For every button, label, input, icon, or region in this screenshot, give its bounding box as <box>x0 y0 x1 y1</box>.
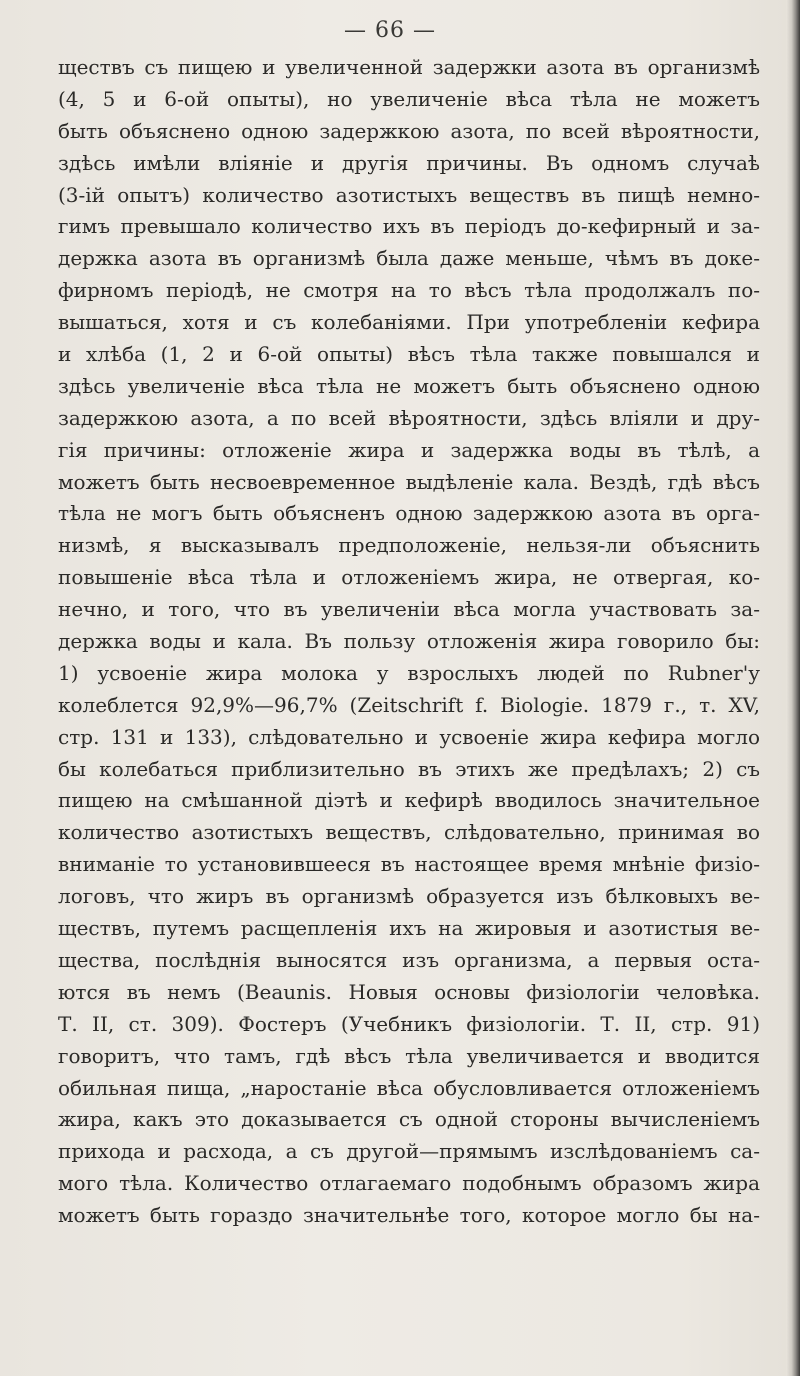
text-line: жира, какъ это доказывается съ одной стороны вычисленіемъ <box>58 1107 760 1132</box>
text-line: низмѣ, я высказывалъ предположеніе, нельзя-ли объяснить <box>58 533 760 558</box>
text-line: и хлѣба (1, 2 и 6-ой опыты) вѣсъ тѣла также повышался и <box>58 342 760 367</box>
text-line: нечно, и того, что въ увеличеніи вѣса могла участвовать за- <box>58 597 760 622</box>
text-line: ществъ, путемъ расщепленія ихъ на жировыя и азотистыя ве- <box>58 916 760 941</box>
text-line: гимъ превышало количество ихъ въ періодъ до-кефирный и за- <box>58 214 760 239</box>
text-line: держка азота въ организмѣ была даже меньше, чѣмъ въ доке- <box>58 246 760 271</box>
text-line: тѣла не могъ быть объясненъ одною задержкою азота въ орга- <box>58 501 760 526</box>
text-line: логовъ, что жиръ въ организмѣ образуется изъ бѣлковыхъ ве- <box>58 884 760 909</box>
text-line: задержкою азота, а по всей вѣроятности, здѣсь вліяли и дру- <box>58 405 760 430</box>
text-line: Т. II, ст. 309). Фостеръ (Учебникъ физіологіи. Т. II, стр. 91) <box>58 1011 760 1036</box>
text-line: (4, 5 и 6-ой опыты), но увеличеніе вѣса тѣла не можетъ <box>58 86 760 111</box>
text-line: вышаться, хотя и съ колебаніями. При употребленіи кефира <box>58 310 760 335</box>
text-line: пищею на смѣшанной діэтѣ и кефирѣ вводилось значительное <box>58 788 760 813</box>
text-line: стр. 131 и 133), слѣдовательно и усвоеніе жира кефира могло <box>58 724 760 749</box>
text-line: фирномъ періодѣ, не смотря на то вѣсъ тѣла продолжалъ по- <box>58 278 760 303</box>
text-line: ются въ немъ (Beaunis. Новыя основы физіологіи человѣка. <box>58 979 760 1004</box>
text-line: мого тѣла. Количество отлагаемаго подобнымъ образомъ жира <box>58 1171 760 1196</box>
page-number: — 66 — <box>344 18 436 43</box>
text-line: (3-ій опытъ) количество азотистыхъ веществъ въ пищѣ немно- <box>58 182 760 207</box>
text-line: здѣсь имѣли вліяніе и другія причины. Въ одномъ случаѣ <box>58 150 760 175</box>
text-line: щества, послѣднія выносятся изъ организма, а первыя оста- <box>58 947 760 972</box>
text-line: повышеніе вѣса тѣла и отложеніемъ жира, не отвергая, ко- <box>58 565 760 590</box>
text-line: вниманіе то установившееся въ настоящее время мнѣніе физіо- <box>58 852 760 877</box>
text-line: количество азотистыхъ веществъ, слѣдовательно, принимая во <box>58 820 760 845</box>
page-edge-shadow <box>786 0 800 1376</box>
text-line: гія причины: отложеніе жира и задержка воды въ тѣлѣ, а <box>58 437 760 462</box>
text-line: колеблется 92,9%—96,7% (Zeitschrift f. Biologie. 1879 г., т. XV, <box>58 692 760 717</box>
text-line: говоритъ, что тамъ, гдѣ вѣсъ тѣла увеличивается и вводится <box>58 1043 760 1068</box>
text-line: можетъ быть гораздо значительнѣе того, которое могло бы на- <box>58 1203 760 1228</box>
text-line: прихода и расхода, а съ другой—прямымъ изслѣдованіемъ са- <box>58 1139 760 1164</box>
text-line: 1) усвоеніе жира молока у взрослыхъ людей по Rubner'у <box>58 660 760 685</box>
text-line: можетъ быть несвоевременное выдѣленіе кала. Вездѣ, гдѣ вѣсъ <box>58 469 760 494</box>
text-line: держка воды и кала. Въ пользу отложенія жира говорило бы: <box>58 629 760 654</box>
text-line: быть объяснено одною задержкою азота, по всей вѣроятности, <box>58 118 760 143</box>
text-line: ществъ съ пищею и увеличенной задержки азота въ организмѣ <box>58 55 760 79</box>
text-line: бы колебаться приблизительно въ этихъ же предѣлахъ; 2) съ <box>58 756 760 781</box>
text-line: обильная пища, „наростаніе вѣса обусловливается отложеніемъ <box>58 1075 760 1100</box>
body-text <box>58 52 760 1232</box>
text-line: здѣсь увеличеніе вѣса тѣла не можетъ быть объяснено одною <box>58 373 760 398</box>
